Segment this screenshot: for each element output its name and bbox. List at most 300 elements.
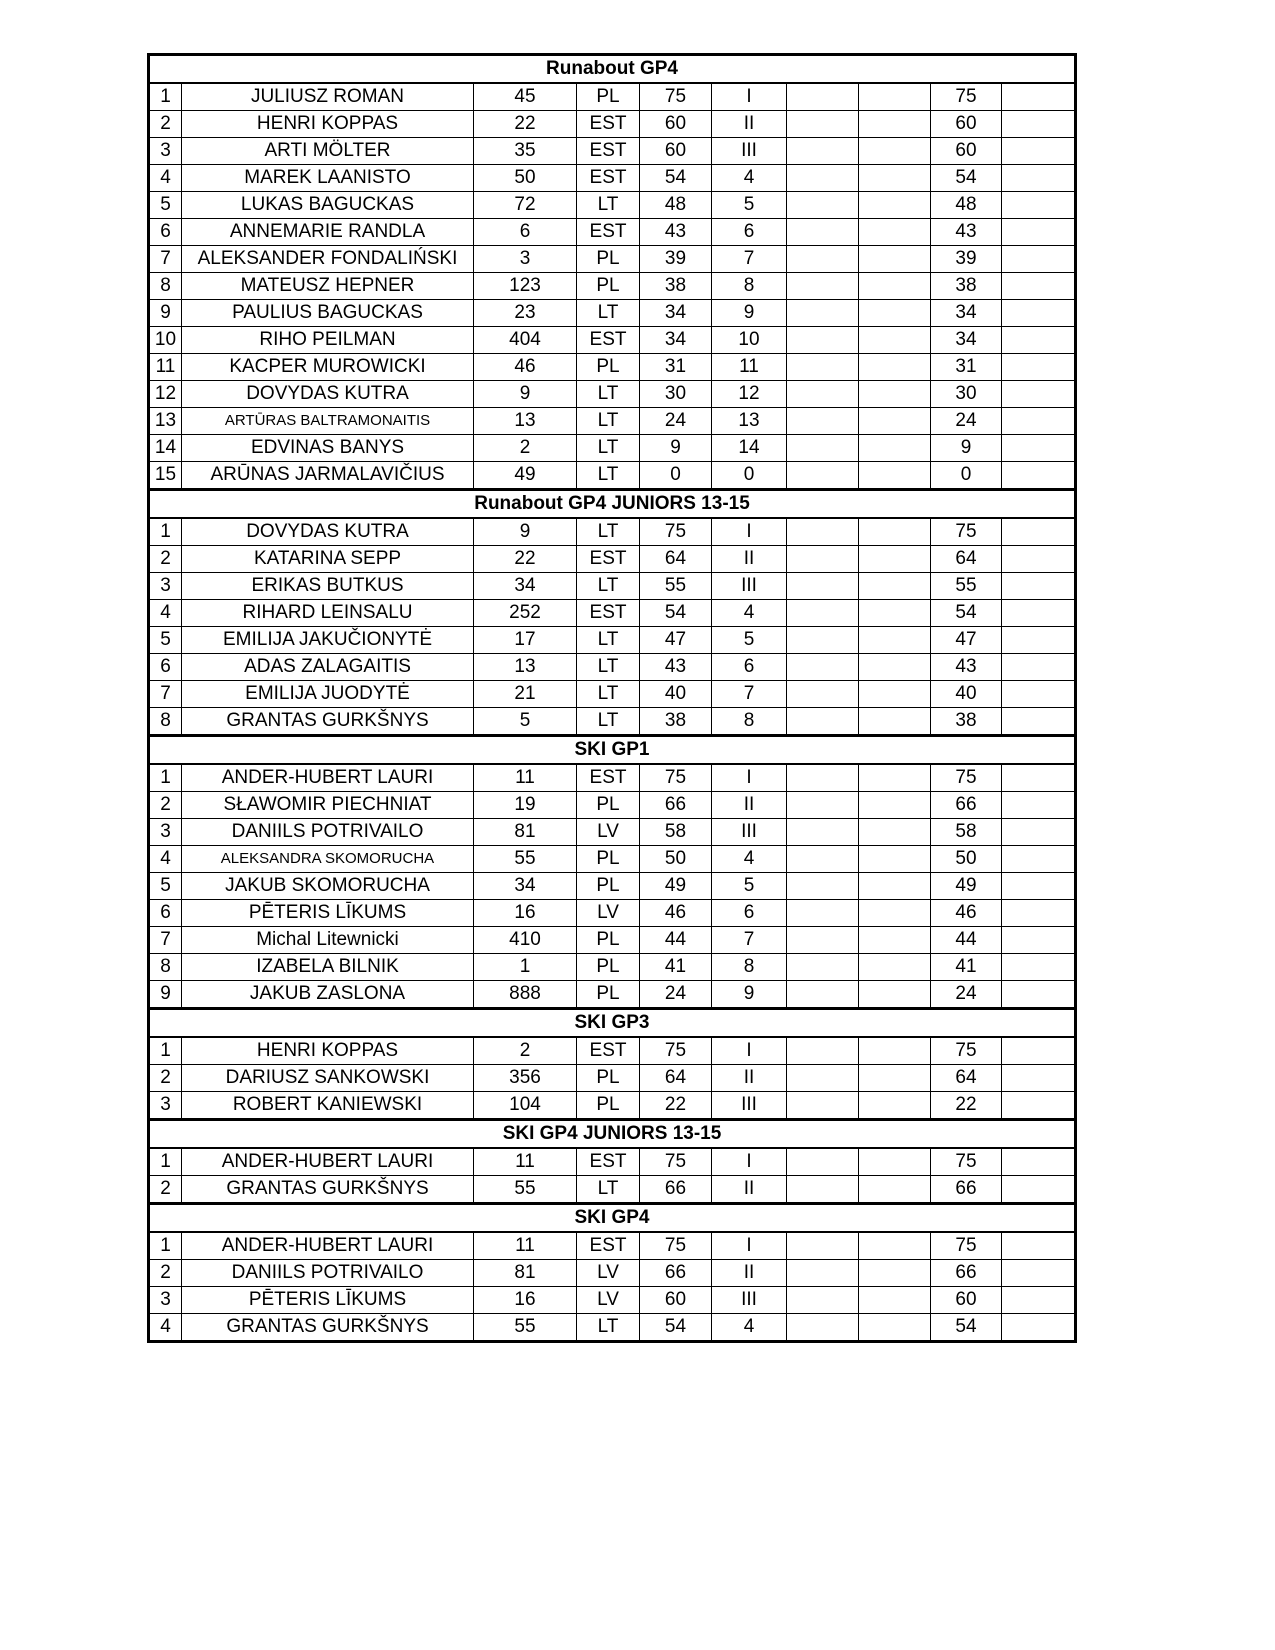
rank-cell: 2	[149, 1065, 182, 1092]
rank-cell: 8	[149, 954, 182, 981]
points-cell: 75	[640, 1148, 712, 1176]
blank-cell	[787, 927, 859, 954]
blank-cell	[859, 246, 931, 273]
number-cell: 13	[474, 408, 577, 435]
blank-cell	[787, 708, 859, 736]
rank-cell: 14	[149, 435, 182, 462]
place-cell: 6	[712, 654, 787, 681]
blank-cell	[859, 873, 931, 900]
rank-cell: 7	[149, 246, 182, 273]
total-cell: 66	[931, 792, 1002, 819]
country-cell: LT	[577, 300, 640, 327]
name-cell: KATARINA SEPP	[182, 546, 474, 573]
place-cell: 4	[712, 600, 787, 627]
section-header-row	[149, 736, 1076, 765]
name-cell: ANDER-HUBERT LAURI	[182, 764, 474, 792]
blank-cell	[859, 1232, 931, 1260]
blank-cell	[1002, 1232, 1076, 1260]
total-cell: 60	[931, 111, 1002, 138]
country-cell: PL	[577, 927, 640, 954]
blank-cell	[1002, 1148, 1076, 1176]
table-row	[149, 792, 1076, 819]
total-cell: 75	[931, 764, 1002, 792]
points-cell: 66	[640, 792, 712, 819]
points-cell: 43	[640, 219, 712, 246]
blank-cell	[787, 518, 859, 546]
total-cell: 54	[931, 1314, 1002, 1342]
name-cell: JAKUB SKOMORUCHA	[182, 873, 474, 900]
number-cell: 19	[474, 792, 577, 819]
name-cell: RIHO PEILMAN	[182, 327, 474, 354]
number-cell: 404	[474, 327, 577, 354]
blank-cell	[1002, 1287, 1076, 1314]
place-cell: 4	[712, 165, 787, 192]
number-cell: 34	[474, 573, 577, 600]
blank-cell	[787, 327, 859, 354]
section-header-row	[149, 1120, 1076, 1149]
points-cell: 22	[640, 1092, 712, 1120]
table-row	[149, 1065, 1076, 1092]
points-cell: 38	[640, 273, 712, 300]
country-cell: LV	[577, 1287, 640, 1314]
blank-cell	[1002, 381, 1076, 408]
name-cell: EMILIJA JUODYTĖ	[182, 681, 474, 708]
total-cell: 43	[931, 654, 1002, 681]
rank-cell: 3	[149, 1092, 182, 1120]
total-cell: 24	[931, 408, 1002, 435]
rank-cell: 10	[149, 327, 182, 354]
country-cell: EST	[577, 111, 640, 138]
name-cell: PĒTERIS LĪKUMS	[182, 900, 474, 927]
blank-cell	[1002, 165, 1076, 192]
place-cell: I	[712, 1232, 787, 1260]
blank-cell	[787, 627, 859, 654]
table-row	[149, 219, 1076, 246]
country-cell: LT	[577, 381, 640, 408]
points-cell: 9	[640, 435, 712, 462]
total-cell: 31	[931, 354, 1002, 381]
total-cell: 60	[931, 1287, 1002, 1314]
country-cell: PL	[577, 792, 640, 819]
blank-cell	[859, 1176, 931, 1204]
points-cell: 64	[640, 546, 712, 573]
points-cell: 47	[640, 627, 712, 654]
name-cell: DARIUSZ SANKOWSKI	[182, 1065, 474, 1092]
blank-cell	[859, 627, 931, 654]
number-cell: 13	[474, 654, 577, 681]
country-cell: PL	[577, 354, 640, 381]
total-cell: 54	[931, 165, 1002, 192]
table-row	[149, 627, 1076, 654]
name-cell: RIHARD LEINSALU	[182, 600, 474, 627]
number-cell: 55	[474, 1176, 577, 1204]
blank-cell	[1002, 83, 1076, 111]
blank-cell	[859, 165, 931, 192]
blank-cell	[787, 819, 859, 846]
blank-cell	[787, 792, 859, 819]
name-cell: ERIKAS BUTKUS	[182, 573, 474, 600]
points-cell: 75	[640, 83, 712, 111]
blank-cell	[787, 654, 859, 681]
points-cell: 75	[640, 764, 712, 792]
table-row	[149, 111, 1076, 138]
country-cell: LT	[577, 681, 640, 708]
blank-cell	[787, 1260, 859, 1287]
blank-cell	[787, 219, 859, 246]
blank-cell	[859, 1037, 931, 1065]
blank-cell	[787, 462, 859, 490]
number-cell: 55	[474, 846, 577, 873]
number-cell: 81	[474, 1260, 577, 1287]
blank-cell	[787, 246, 859, 273]
points-cell: 31	[640, 354, 712, 381]
blank-cell	[1002, 900, 1076, 927]
points-cell: 55	[640, 573, 712, 600]
table-row	[149, 573, 1076, 600]
points-cell: 48	[640, 192, 712, 219]
blank-cell	[1002, 219, 1076, 246]
country-cell: PL	[577, 954, 640, 981]
country-cell: PL	[577, 83, 640, 111]
total-cell: 43	[931, 219, 1002, 246]
blank-cell	[859, 927, 931, 954]
section-title: SKI GP1	[149, 736, 1076, 765]
rank-cell: 6	[149, 654, 182, 681]
place-cell: 8	[712, 954, 787, 981]
blank-cell	[787, 1065, 859, 1092]
name-cell: GRANTAS GURKŠNYS	[182, 708, 474, 736]
rank-cell: 6	[149, 219, 182, 246]
country-cell: LT	[577, 1314, 640, 1342]
rank-cell: 8	[149, 273, 182, 300]
country-cell: EST	[577, 546, 640, 573]
place-cell: 7	[712, 246, 787, 273]
place-cell: 8	[712, 273, 787, 300]
points-cell: 66	[640, 1260, 712, 1287]
table-row	[149, 927, 1076, 954]
rank-cell: 4	[149, 846, 182, 873]
blank-cell	[859, 219, 931, 246]
number-cell: 11	[474, 764, 577, 792]
table-row	[149, 462, 1076, 490]
place-cell: I	[712, 83, 787, 111]
rank-cell: 4	[149, 165, 182, 192]
total-cell: 46	[931, 900, 1002, 927]
section-title: SKI GP4	[149, 1204, 1076, 1233]
table-row	[149, 1092, 1076, 1120]
place-cell: II	[712, 1260, 787, 1287]
section-header-row	[149, 55, 1076, 84]
rank-cell: 7	[149, 927, 182, 954]
blank-cell	[787, 408, 859, 435]
blank-cell	[1002, 792, 1076, 819]
country-cell: EST	[577, 1037, 640, 1065]
blank-cell	[859, 192, 931, 219]
blank-cell	[787, 83, 859, 111]
number-cell: 17	[474, 627, 577, 654]
total-cell: 24	[931, 981, 1002, 1009]
blank-cell	[859, 900, 931, 927]
blank-cell	[1002, 1065, 1076, 1092]
section-header-row	[149, 1204, 1076, 1233]
name-cell: DANIILS POTRIVAILO	[182, 1260, 474, 1287]
table-row	[149, 1176, 1076, 1204]
blank-cell	[1002, 1037, 1076, 1065]
blank-cell	[1002, 981, 1076, 1009]
table-row	[149, 435, 1076, 462]
place-cell: 9	[712, 300, 787, 327]
number-cell: 46	[474, 354, 577, 381]
name-cell: LUKAS BAGUCKAS	[182, 192, 474, 219]
total-cell: 48	[931, 192, 1002, 219]
place-cell: 7	[712, 927, 787, 954]
blank-cell	[859, 408, 931, 435]
blank-cell	[859, 83, 931, 111]
number-cell: 11	[474, 1232, 577, 1260]
blank-cell	[787, 1092, 859, 1120]
blank-cell	[859, 846, 931, 873]
total-cell: 22	[931, 1092, 1002, 1120]
name-cell: GRANTAS GURKŠNYS	[182, 1314, 474, 1342]
blank-cell	[859, 546, 931, 573]
number-cell: 1	[474, 954, 577, 981]
blank-cell	[859, 792, 931, 819]
total-cell: 38	[931, 708, 1002, 736]
name-cell: ANDER-HUBERT LAURI	[182, 1148, 474, 1176]
country-cell: PL	[577, 246, 640, 273]
section-title: SKI GP4 JUNIORS 13-15	[149, 1120, 1076, 1149]
blank-cell	[1002, 246, 1076, 273]
table-row	[149, 546, 1076, 573]
table-row	[149, 1037, 1076, 1065]
place-cell: II	[712, 1065, 787, 1092]
points-cell: 60	[640, 138, 712, 165]
number-cell: 23	[474, 300, 577, 327]
name-cell: HENRI KOPPAS	[182, 1037, 474, 1065]
points-cell: 44	[640, 927, 712, 954]
blank-cell	[1002, 518, 1076, 546]
place-cell: III	[712, 1092, 787, 1120]
number-cell: 55	[474, 1314, 577, 1342]
place-cell: 4	[712, 1314, 787, 1342]
place-cell: 13	[712, 408, 787, 435]
blank-cell	[859, 1287, 931, 1314]
place-cell: 8	[712, 708, 787, 736]
total-cell: 0	[931, 462, 1002, 490]
blank-cell	[859, 954, 931, 981]
place-cell: III	[712, 819, 787, 846]
place-cell: 0	[712, 462, 787, 490]
section-title: Runabout GP4	[149, 55, 1076, 84]
name-cell: ARŪNAS JARMALAVIČIUS	[182, 462, 474, 490]
blank-cell	[859, 1065, 931, 1092]
blank-cell	[859, 381, 931, 408]
total-cell: 41	[931, 954, 1002, 981]
blank-cell	[787, 1037, 859, 1065]
table-row	[149, 408, 1076, 435]
place-cell: I	[712, 1148, 787, 1176]
total-cell: 75	[931, 1148, 1002, 1176]
number-cell: 123	[474, 273, 577, 300]
country-cell: LV	[577, 900, 640, 927]
blank-cell	[859, 327, 931, 354]
number-cell: 888	[474, 981, 577, 1009]
name-cell: ARTŪRAS BALTRAMONAITIS	[182, 408, 474, 435]
points-cell: 66	[640, 1176, 712, 1204]
country-cell: PL	[577, 873, 640, 900]
total-cell: 64	[931, 546, 1002, 573]
name-cell: IZABELA BILNIK	[182, 954, 474, 981]
rank-cell: 5	[149, 627, 182, 654]
number-cell: 2	[474, 435, 577, 462]
blank-cell	[787, 111, 859, 138]
table-row	[149, 165, 1076, 192]
points-cell: 34	[640, 300, 712, 327]
points-cell: 75	[640, 518, 712, 546]
blank-cell	[859, 819, 931, 846]
country-cell: LV	[577, 1260, 640, 1287]
rank-cell: 2	[149, 1260, 182, 1287]
place-cell: 5	[712, 627, 787, 654]
number-cell: 410	[474, 927, 577, 954]
blank-cell	[859, 462, 931, 490]
place-cell: 7	[712, 681, 787, 708]
name-cell: ADAS ZALAGAITIS	[182, 654, 474, 681]
blank-cell	[787, 764, 859, 792]
points-cell: 24	[640, 981, 712, 1009]
rank-cell: 3	[149, 573, 182, 600]
rank-cell: 3	[149, 138, 182, 165]
rank-cell: 7	[149, 681, 182, 708]
place-cell: I	[712, 518, 787, 546]
rank-cell: 1	[149, 83, 182, 111]
name-cell: ANDER-HUBERT LAURI	[182, 1232, 474, 1260]
rank-cell: 15	[149, 462, 182, 490]
country-cell: PL	[577, 846, 640, 873]
country-cell: EST	[577, 138, 640, 165]
rank-cell: 13	[149, 408, 182, 435]
blank-cell	[787, 681, 859, 708]
blank-cell	[859, 273, 931, 300]
blank-cell	[787, 381, 859, 408]
blank-cell	[787, 192, 859, 219]
rank-cell: 2	[149, 111, 182, 138]
blank-cell	[859, 1314, 931, 1342]
number-cell: 252	[474, 600, 577, 627]
blank-cell	[1002, 1092, 1076, 1120]
points-cell: 38	[640, 708, 712, 736]
table-row	[149, 681, 1076, 708]
total-cell: 54	[931, 600, 1002, 627]
place-cell: II	[712, 111, 787, 138]
name-cell: ALEKSANDRA SKOMORUCHA	[182, 846, 474, 873]
table-row	[149, 1232, 1076, 1260]
total-cell: 75	[931, 518, 1002, 546]
country-cell: LT	[577, 1176, 640, 1204]
blank-cell	[787, 573, 859, 600]
number-cell: 81	[474, 819, 577, 846]
name-cell: Michal Litewnicki	[182, 927, 474, 954]
total-cell: 55	[931, 573, 1002, 600]
total-cell: 49	[931, 873, 1002, 900]
points-cell: 49	[640, 873, 712, 900]
rank-cell: 1	[149, 1232, 182, 1260]
number-cell: 45	[474, 83, 577, 111]
country-cell: PL	[577, 273, 640, 300]
table-row	[149, 1260, 1076, 1287]
number-cell: 35	[474, 138, 577, 165]
name-cell: JULIUSZ ROMAN	[182, 83, 474, 111]
points-cell: 41	[640, 954, 712, 981]
number-cell: 16	[474, 900, 577, 927]
rank-cell: 1	[149, 1037, 182, 1065]
place-cell: I	[712, 764, 787, 792]
table-row	[149, 981, 1076, 1009]
place-cell: 9	[712, 981, 787, 1009]
table-row	[149, 138, 1076, 165]
blank-cell	[859, 435, 931, 462]
place-cell: 5	[712, 873, 787, 900]
rank-cell: 5	[149, 192, 182, 219]
country-cell: LT	[577, 573, 640, 600]
name-cell: ALEKSANDER FONDALIŃSKI	[182, 246, 474, 273]
rank-cell: 11	[149, 354, 182, 381]
blank-cell	[859, 1092, 931, 1120]
name-cell: DANIILS POTRIVAILO	[182, 819, 474, 846]
blank-cell	[1002, 462, 1076, 490]
name-cell: ROBERT KANIEWSKI	[182, 1092, 474, 1120]
total-cell: 9	[931, 435, 1002, 462]
blank-cell	[787, 1287, 859, 1314]
blank-cell	[1002, 1314, 1076, 1342]
rank-cell: 2	[149, 792, 182, 819]
number-cell: 5	[474, 708, 577, 736]
rank-cell: 1	[149, 764, 182, 792]
points-cell: 43	[640, 654, 712, 681]
blank-cell	[859, 764, 931, 792]
place-cell: 6	[712, 900, 787, 927]
total-cell: 34	[931, 300, 1002, 327]
blank-cell	[859, 354, 931, 381]
total-cell: 66	[931, 1176, 1002, 1204]
blank-cell	[787, 954, 859, 981]
country-cell: EST	[577, 327, 640, 354]
rank-cell: 3	[149, 1287, 182, 1314]
points-cell: 34	[640, 327, 712, 354]
blank-cell	[859, 708, 931, 736]
points-cell: 54	[640, 165, 712, 192]
name-cell: KACPER MUROWICKI	[182, 354, 474, 381]
number-cell: 6	[474, 219, 577, 246]
table-row	[149, 83, 1076, 111]
table-row	[149, 354, 1076, 381]
country-cell: LT	[577, 627, 640, 654]
blank-cell	[1002, 708, 1076, 736]
blank-cell	[787, 546, 859, 573]
blank-cell	[1002, 1176, 1076, 1204]
results-sheet	[147, 53, 1077, 1343]
blank-cell	[1002, 927, 1076, 954]
name-cell: HENRI KOPPAS	[182, 111, 474, 138]
blank-cell	[1002, 111, 1076, 138]
blank-cell	[787, 981, 859, 1009]
total-cell: 44	[931, 927, 1002, 954]
blank-cell	[787, 273, 859, 300]
place-cell: I	[712, 1037, 787, 1065]
country-cell: LT	[577, 192, 640, 219]
rank-cell: 1	[149, 518, 182, 546]
points-cell: 60	[640, 1287, 712, 1314]
